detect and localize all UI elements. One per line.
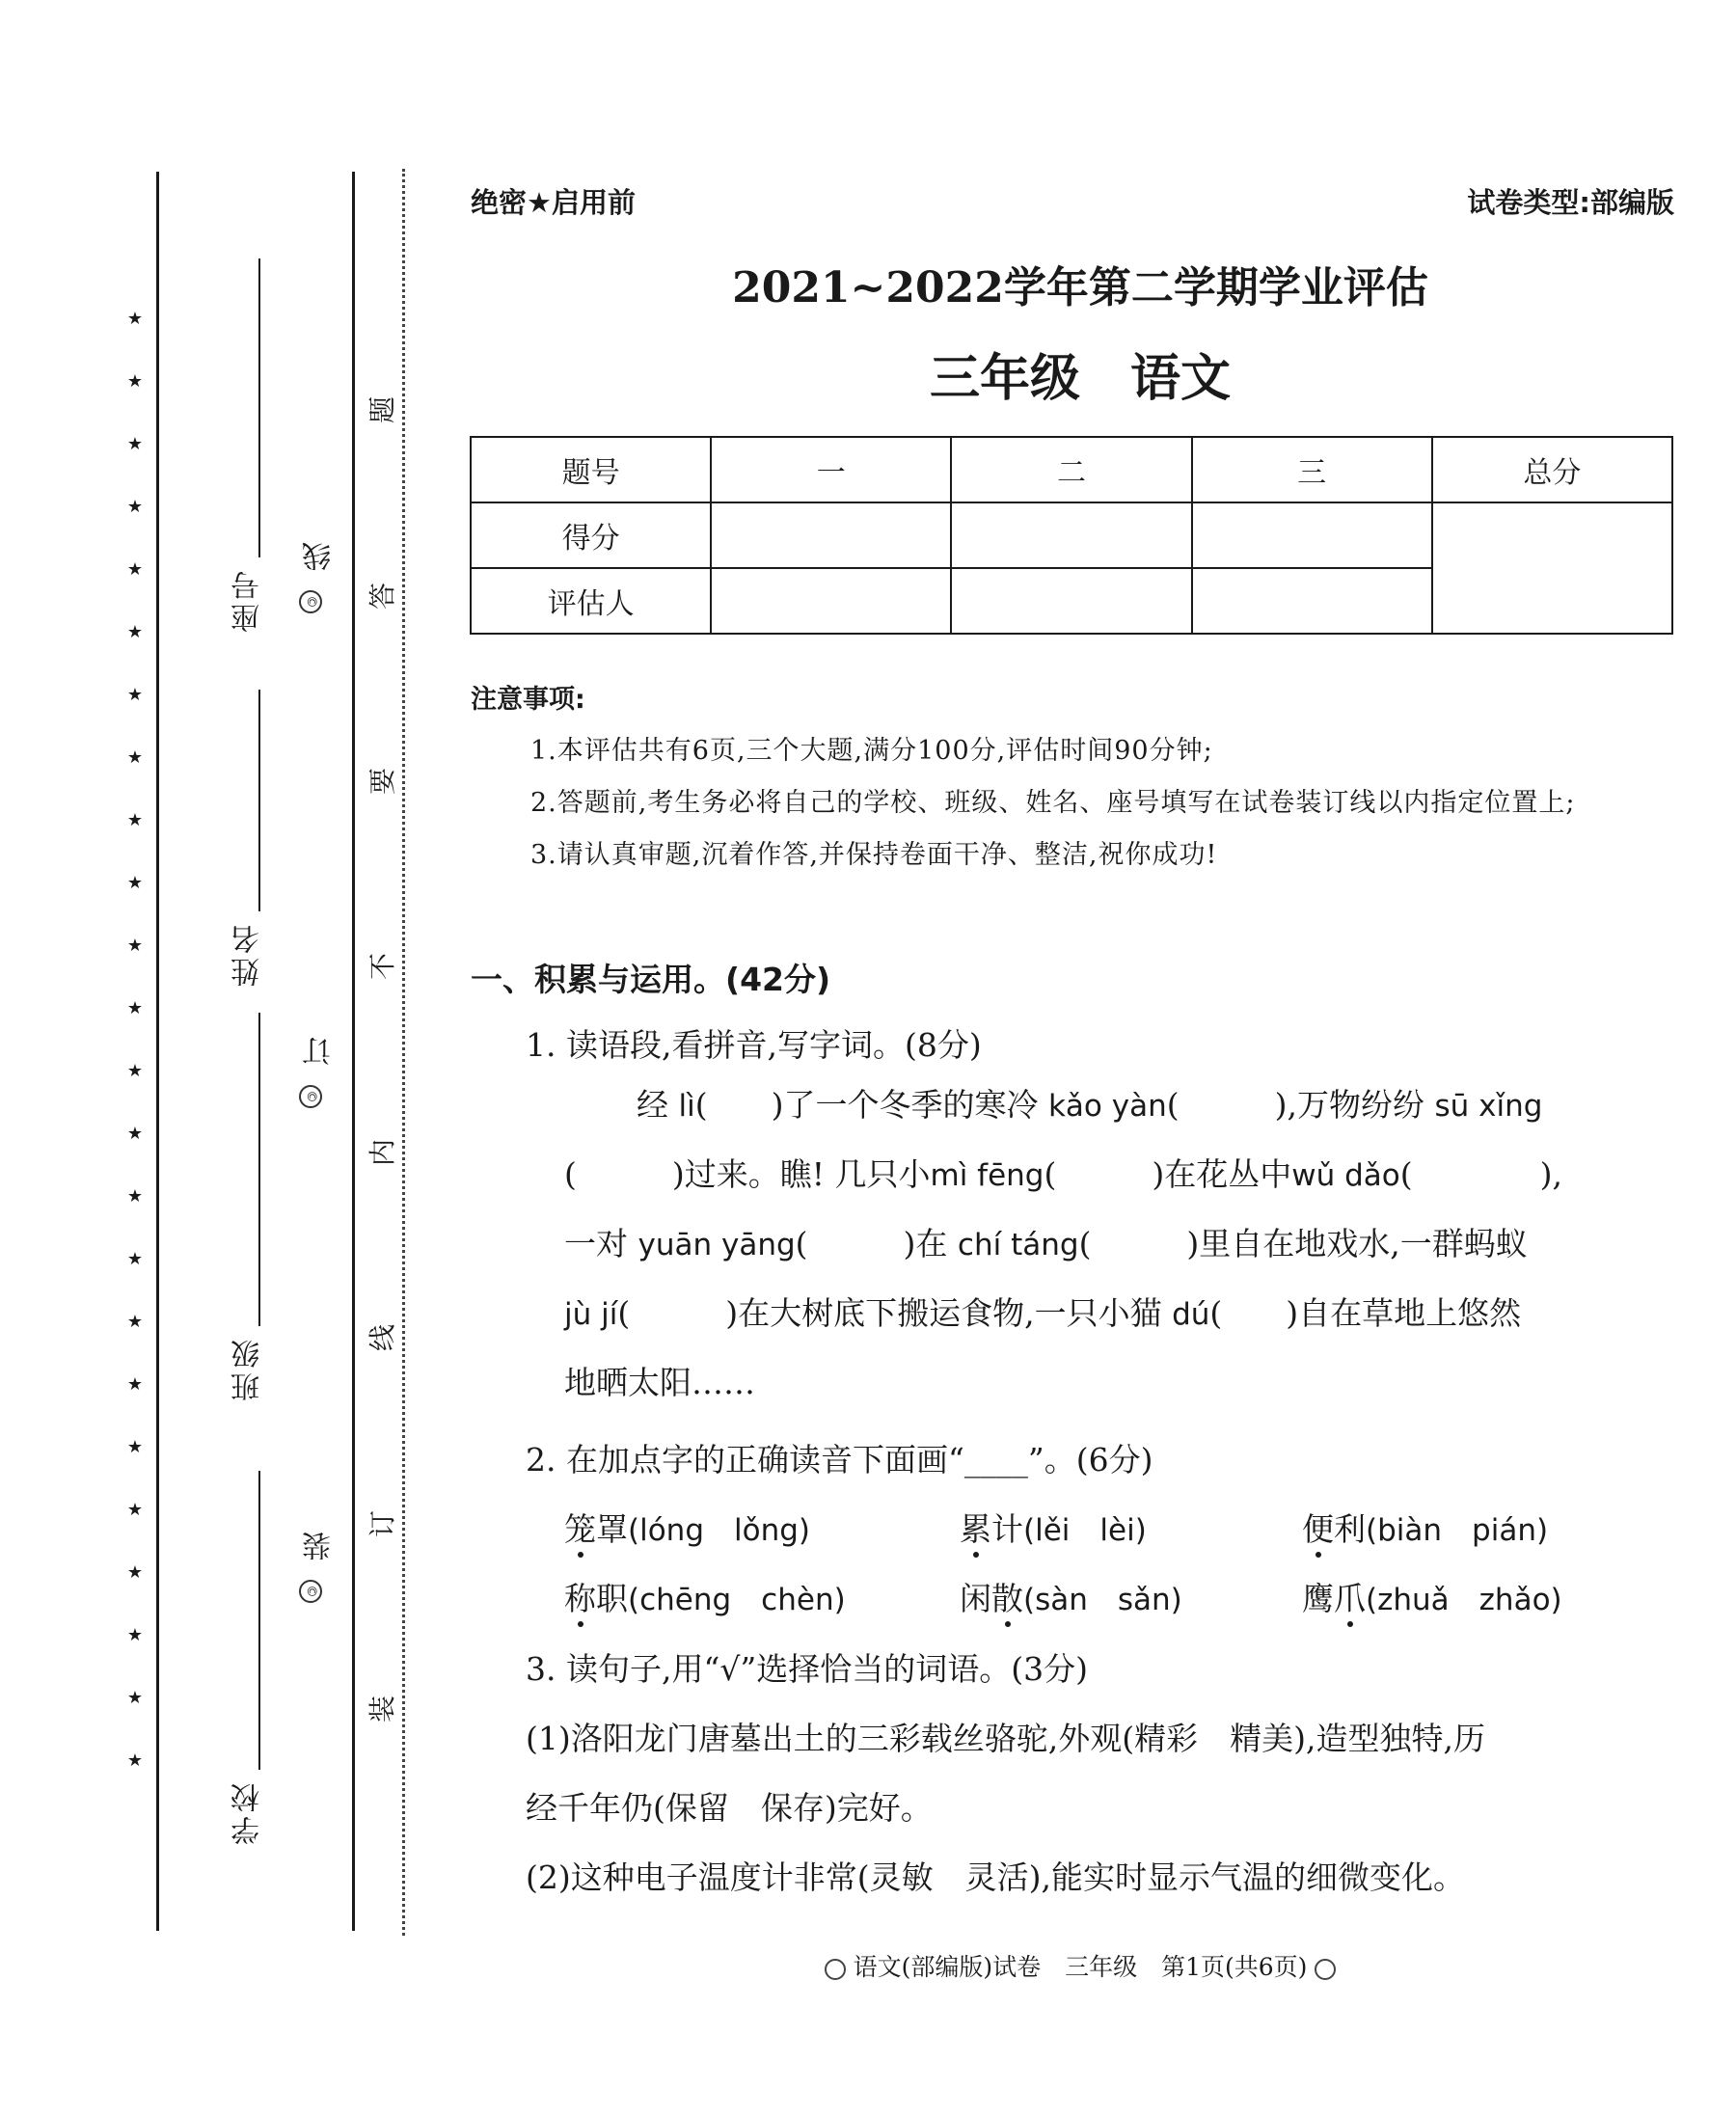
- question-1-title: 1. 读语段,看拼音,写字词。(8分): [526, 1026, 982, 1064]
- circle-c-icon: ©: [299, 1085, 322, 1108]
- star-icon: ★: [126, 936, 144, 956]
- binding-staple-text: 订: [303, 1037, 337, 1066]
- star-icon: ★: [126, 1374, 144, 1395]
- school-blank[interactable]: [258, 1471, 260, 1770]
- star-icon: ★: [126, 1625, 144, 1645]
- note-item: 1.本评估共有6页,三个大题,满分100分,评估时间90分钟;: [530, 736, 1213, 766]
- warning-char: 题: [366, 396, 398, 424]
- passage-text[interactable]: ( )在大树底下搬运食物,一只小猫: [617, 1294, 1173, 1332]
- dotted-char: 笼: [564, 1510, 596, 1548]
- note-item: 2.答题前,考生务必将自己的学校、班级、姓名、座号填写在试卷装订线以内指定位置上;: [530, 788, 1576, 818]
- star-icon: ★: [126, 497, 144, 517]
- star-icon: ★: [126, 810, 144, 830]
- school-field[interactable]: [214, 1471, 272, 1857]
- score-cell[interactable]: [1192, 502, 1432, 568]
- star-icon: ★: [126, 1061, 144, 1081]
- warning-char: 线: [366, 1324, 398, 1352]
- binding-margin: [0, 0, 424, 2116]
- binding-bind-text: 装: [303, 1532, 337, 1560]
- passage-line: [564, 1071, 1673, 1140]
- pinyin-text: dú: [1172, 1297, 1210, 1332]
- warning-char: 要: [366, 768, 398, 796]
- pinyin-text: jù jí: [564, 1297, 618, 1332]
- exam-title: 2021~2022学年第二学期学业评估: [732, 263, 1428, 312]
- score-table: [470, 436, 1673, 635]
- footer-text: 语文(部编版)试卷 三年级 第1页(共6页): [853, 1953, 1308, 1981]
- table-header-cell: 二: [951, 437, 1191, 502]
- passage-text[interactable]: ( )里自在地戏水,一群蚂蚁: [1078, 1225, 1528, 1262]
- school-label: 学校: [231, 1779, 265, 1845]
- star-icon: ★: [126, 1124, 144, 1144]
- table-header-cell: 一: [711, 437, 951, 502]
- pronunciation-item[interactable]: [960, 1574, 1182, 1619]
- star-icon: ★: [126, 1562, 144, 1583]
- passage-text[interactable]: ( )过来。瞧! 几只小: [564, 1155, 931, 1193]
- warning-char: 内: [366, 1139, 398, 1167]
- star-icon: ★: [126, 1437, 144, 1457]
- star-icon: ★: [126, 1750, 144, 1771]
- pinyin-text: mì fēng: [930, 1158, 1044, 1193]
- star-icon: ★: [126, 434, 144, 454]
- passage-text[interactable]: ( )在: [795, 1225, 958, 1262]
- passage-line: [564, 1348, 1673, 1418]
- score-cell[interactable]: [951, 502, 1191, 568]
- warning-char: 订: [366, 1510, 398, 1538]
- word-rest: 计: [991, 1510, 1023, 1548]
- pinyin-options[interactable]: (sàn sǎn): [1023, 1583, 1182, 1617]
- margin-right-rule: [352, 172, 355, 1931]
- passage-text: 地晒太阳……: [564, 1364, 755, 1401]
- row-label-cell: 评估人: [471, 568, 711, 634]
- passage-text[interactable]: ( )在花丛中: [1044, 1155, 1292, 1193]
- grader-cell[interactable]: [951, 568, 1191, 634]
- page-footer: [424, 1948, 1736, 1983]
- table-header-cell: 三: [1192, 437, 1432, 502]
- question-1-passage: [564, 1071, 1673, 1418]
- passage-text: 经: [637, 1086, 679, 1124]
- word-pre: 鹰: [1302, 1580, 1334, 1617]
- score-row: [471, 502, 1672, 568]
- dotted-char: 累: [960, 1510, 991, 1548]
- margin-left-rule: [156, 172, 159, 1931]
- dotted-char: 便: [1302, 1510, 1334, 1548]
- pronunciation-item[interactable]: [564, 1574, 846, 1619]
- passage-text[interactable]: ( )自在草地上悠然: [1209, 1294, 1522, 1332]
- binding-mark-staple: [299, 1037, 341, 1108]
- pinyin-text: wǔ dǎo: [1291, 1158, 1400, 1193]
- star-icon: ★: [126, 309, 144, 329]
- circle-c-icon: [1315, 1959, 1336, 1980]
- word-rest: 利: [1334, 1510, 1366, 1548]
- star-icon: ★: [126, 1186, 144, 1207]
- seat-number-field[interactable]: [214, 258, 272, 664]
- question-3-sentence[interactable]: 经千年仍(保留 保存)完好。: [526, 1789, 933, 1827]
- exam-subtitle: 三年级 语文: [929, 349, 1231, 408]
- pinyin-text: lì: [678, 1089, 695, 1124]
- name-field[interactable]: [214, 690, 272, 998]
- star-icon: ★: [126, 371, 144, 392]
- pinyin-text: chí táng: [957, 1228, 1079, 1262]
- passage-line: [564, 1209, 1673, 1279]
- dotted-char: 散: [991, 1580, 1023, 1617]
- question-3-title: 3. 读句子,用“√”选择恰当的词语。(3分): [526, 1650, 1088, 1688]
- table-header-cell: 总分: [1432, 437, 1672, 502]
- name-blank[interactable]: [258, 690, 260, 911]
- seat-number-label: 座号: [231, 567, 265, 633]
- pinyin-options[interactable]: (biàn pián): [1366, 1513, 1549, 1548]
- pronunciation-item[interactable]: [960, 1505, 1147, 1550]
- binding-mark-bind: [299, 1532, 341, 1603]
- pinyin-options[interactable]: (lóng lǒng): [628, 1513, 810, 1548]
- warning-char: 不: [366, 953, 398, 981]
- passage-text[interactable]: ( )了一个冬季的寒冷: [694, 1086, 1048, 1124]
- pronunciation-item[interactable]: [1302, 1574, 1562, 1619]
- star-icon: ★: [126, 747, 144, 768]
- passage-text[interactable]: ( ),: [1399, 1155, 1562, 1193]
- name-label: 姓名: [231, 921, 265, 987]
- word-pre: 闲: [960, 1580, 991, 1617]
- grader-cell[interactable]: [711, 568, 951, 634]
- star-icon: ★: [126, 1688, 144, 1708]
- pronunciation-item[interactable]: [1302, 1505, 1548, 1550]
- section-1-title: 一、积累与运用。(42分): [471, 961, 831, 998]
- star-icon: ★: [126, 1312, 144, 1332]
- passage-line: [564, 1279, 1673, 1348]
- class-field[interactable]: [214, 1013, 272, 1408]
- grader-cell[interactable]: [1192, 568, 1432, 634]
- binding-mark-line: [299, 542, 341, 613]
- confidential-label: 绝密★启用前: [471, 186, 636, 219]
- pinyin-options[interactable]: (lěi lèi): [1023, 1513, 1147, 1548]
- star-icon: ★: [126, 1500, 144, 1520]
- cut-dotted-line: [402, 169, 405, 1936]
- star-icon: ★: [126, 1249, 144, 1269]
- passage-text[interactable]: ( ),万物纷纷: [1166, 1086, 1435, 1124]
- pinyin-text: yuān yāng: [637, 1228, 796, 1262]
- circle-c-icon: ©: [299, 1580, 322, 1603]
- class-label: 班级: [231, 1336, 265, 1401]
- warning-char: 装: [366, 1696, 398, 1723]
- warning-char: 答: [366, 583, 398, 610]
- binding-line-text: 线: [303, 542, 337, 571]
- circle-c-icon: ©: [299, 590, 322, 613]
- pronunciation-item[interactable]: [564, 1505, 810, 1550]
- pinyin-options[interactable]: (chēng chèn): [628, 1583, 846, 1617]
- word-rest: 罩: [596, 1510, 628, 1548]
- star-icon: ★: [126, 685, 144, 705]
- score-cell[interactable]: [711, 502, 951, 568]
- pinyin-text: kǎo yàn: [1047, 1089, 1167, 1124]
- star-icon: ★: [126, 559, 144, 580]
- dotted-char: 称: [564, 1580, 596, 1617]
- question-3-sentence[interactable]: (1)洛阳龙门唐墓出土的三彩载丝骆驼,外观(精彩 精美),造型独特,历: [526, 1720, 1485, 1757]
- table-header-cell: 题号: [471, 437, 711, 502]
- star-icon: ★: [126, 998, 144, 1018]
- seat-number-blank[interactable]: [258, 258, 260, 557]
- passage-text: 一对: [564, 1225, 638, 1262]
- pinyin-text: sū xǐng: [1434, 1089, 1543, 1124]
- question-2-title: 2. 在加点字的正确读音下面画“____”。(6分): [526, 1441, 1153, 1478]
- notes-title: 注意事项:: [471, 685, 585, 715]
- question-3-sentence[interactable]: (2)这种电子温度计非常(灵敏 灵活),能实时显示气温的细微变化。: [526, 1858, 1465, 1896]
- class-blank[interactable]: [258, 1013, 260, 1326]
- passage-line: [564, 1140, 1673, 1209]
- note-item: 3.请认真审题,沉着作答,并保持卷面干净、整洁,祝你成功!: [530, 840, 1218, 870]
- circle-c-icon: [825, 1959, 846, 1980]
- paper-type-label: 试卷类型:部编版: [1467, 186, 1674, 219]
- row-label-cell: 得分: [471, 502, 711, 568]
- total-score-cell[interactable]: [1432, 502, 1672, 634]
- star-icon: ★: [126, 622, 144, 642]
- score-table-header-row: [471, 437, 1672, 502]
- star-icon: ★: [126, 873, 144, 893]
- dotted-char: 爪: [1334, 1580, 1366, 1617]
- word-rest: 职: [596, 1580, 628, 1617]
- pinyin-options[interactable]: (zhuǎ zhǎo): [1366, 1583, 1562, 1617]
